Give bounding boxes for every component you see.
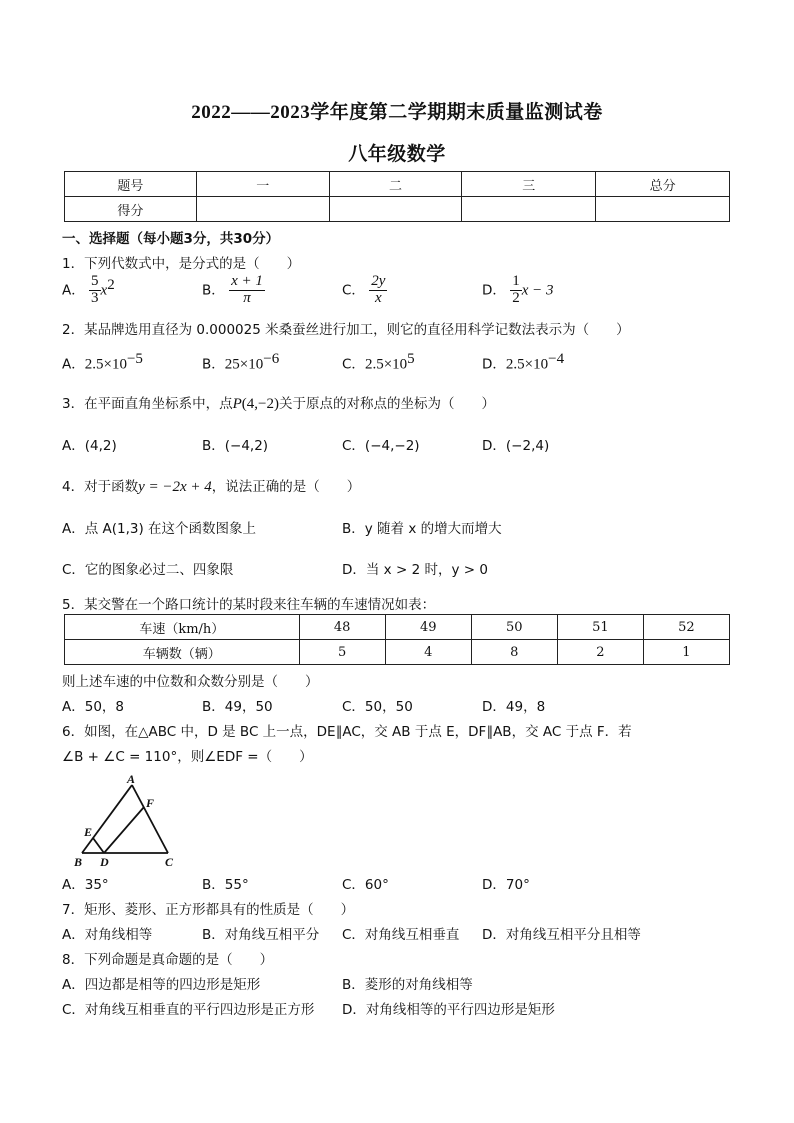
q4-option-d[interactable]: D．当 x > 2 时，y > 0 — [342, 562, 488, 578]
table-row — [65, 197, 730, 222]
q4-option-a[interactable]: A．点 A(1,3) 在这个函数图象上 — [62, 521, 257, 537]
score-entry-cell[interactable] — [596, 197, 730, 222]
table-cell: 三 — [462, 172, 596, 197]
exponent: 5 — [407, 351, 415, 367]
q1-option-c[interactable] — [342, 274, 387, 307]
option-label: A． — [62, 356, 85, 373]
q8-option-c[interactable]: C．对角线互相垂直的平行四边形是正方形 — [62, 1002, 315, 1018]
stem-text: 4．对于函数 — [62, 479, 139, 495]
q2-option-d[interactable] — [482, 351, 564, 374]
q7-option-b[interactable]: B．对角线互相平分 — [202, 927, 320, 943]
option-label: D． — [482, 282, 506, 299]
q2-stem: 2．某品牌选用直径为 0.000025 米桑蚕丝进行加工，则它的直径用科学记数法表示为（ ） — [62, 322, 630, 338]
q2-option-b[interactable] — [202, 351, 279, 374]
q6-option-b[interactable]: B．55° — [202, 877, 249, 893]
table-cell: 2 — [557, 640, 643, 665]
point-coordinate: (4,−2) — [241, 396, 279, 412]
q6-option-d[interactable]: D．70° — [482, 877, 530, 893]
table-row — [65, 640, 730, 665]
fraction-numerator: 2y — [371, 273, 386, 289]
segment-de — [93, 838, 104, 853]
vertex-label-c: C — [165, 855, 174, 867]
exponent: 2 — [107, 276, 115, 293]
q6-option-a[interactable]: A．35° — [62, 877, 109, 893]
table-cell: 总分 — [596, 172, 730, 197]
q4-option-c[interactable]: C．它的图象必过二、四象限 — [62, 562, 234, 578]
table-cell: 49 — [385, 615, 471, 640]
table-cell: 二 — [329, 172, 462, 197]
vertex-label-a: A — [127, 775, 136, 786]
table-cell: 得分 — [65, 197, 197, 222]
point-label-e: E — [84, 825, 93, 839]
table-cell: 48 — [299, 615, 385, 640]
option-label: B． — [202, 356, 225, 373]
q3-option-d[interactable]: D．(−2,4) — [482, 438, 550, 454]
point-name: P — [232, 396, 242, 412]
option-label: B． — [202, 282, 225, 299]
q8-option-a[interactable]: A．四边都是相等的四边形是矩形 — [62, 977, 261, 993]
q6-option-c[interactable]: C．60° — [342, 877, 389, 893]
table-row — [65, 615, 730, 640]
q5-option-c[interactable]: C．50，50 — [342, 699, 413, 715]
q3-stem — [62, 392, 495, 413]
q8-option-d[interactable]: D．对角线相等的平行四边形是矩形 — [342, 1002, 555, 1018]
fraction-numerator: 1 — [512, 273, 520, 289]
q3-option-b[interactable]: B．(−4,2) — [202, 438, 269, 454]
point-label-d: D — [100, 855, 109, 867]
option-value: 2.5×10 — [364, 356, 408, 373]
fraction-denominator: 2 — [512, 289, 520, 306]
table-cell: 50 — [471, 615, 557, 640]
table-cell: 52 — [643, 615, 729, 640]
q5-question: 则上述车速的中位数和众数分别是（ ） — [62, 674, 319, 690]
q7-option-a[interactable]: A．对角线相等 — [62, 927, 153, 943]
fraction-numerator: 5 — [91, 273, 99, 289]
triangle-figure — [72, 775, 192, 867]
stem-text: 3．在平面直角坐标系中，点 — [62, 396, 233, 412]
table-cell: 1 — [643, 640, 729, 665]
option-value: 2.5×10 — [505, 356, 549, 373]
q1-option-d[interactable] — [482, 274, 553, 307]
q3-option-a[interactable]: A．(4,2) — [62, 438, 117, 454]
variable: x — [100, 282, 108, 299]
exponent: −6 — [263, 351, 280, 367]
q7-stem: 7．矩形、菱形、正方形都具有的性质是（ ） — [62, 902, 355, 918]
q1-stem: 1．下列代数式中，是分式的是（ ） — [62, 256, 301, 272]
q8-stem: 8．下列命题是真命题的是（ ） — [62, 952, 274, 968]
table-cell: 4 — [385, 640, 471, 665]
option-label: C． — [342, 356, 365, 373]
option-label: D． — [482, 356, 506, 373]
q7-option-d[interactable]: D．对角线互相平分且相等 — [482, 927, 641, 943]
score-entry-cell[interactable] — [462, 197, 596, 222]
table-row — [65, 172, 730, 197]
q1-option-b[interactable] — [202, 274, 265, 307]
q7-option-c[interactable]: C．对角线互相垂直 — [342, 927, 460, 943]
fraction-denominator: x — [374, 289, 382, 306]
q5-option-b[interactable]: B．49，50 — [202, 699, 273, 715]
option-value: 25×10 — [224, 356, 264, 373]
stem-text: ，说法正确的是（ ） — [211, 479, 361, 495]
exam-subtitle: 八年级数学 — [348, 144, 446, 165]
table-cell: 一 — [196, 172, 329, 197]
q2-option-a[interactable] — [62, 351, 143, 374]
q5-stem: 5．某交警在一个路口统计的某时段来往车辆的车速情况如表： — [62, 597, 436, 613]
table-cell: 5 — [299, 640, 385, 665]
score-entry-cell[interactable] — [196, 197, 329, 222]
q4-option-b[interactable]: B．y 随着 x 的增大而增大 — [342, 521, 502, 537]
q1-option-a[interactable] — [62, 274, 115, 307]
side-ab — [82, 785, 132, 853]
q6-stem-line2: ∠B + ∠C = 110°，则∠EDF =（ ） — [62, 749, 313, 765]
q5-option-d[interactable]: D．49，8 — [482, 699, 546, 715]
table-cell: 题号 — [65, 172, 197, 197]
score-entry-cell[interactable] — [329, 197, 462, 222]
exponent: −4 — [548, 351, 565, 367]
score-table — [64, 171, 730, 222]
section-heading: 一、选择题（每小题3分，共30分） — [62, 231, 280, 247]
q2-option-c[interactable] — [342, 351, 415, 374]
option-label: C． — [342, 282, 365, 299]
point-label-f: F — [146, 796, 155, 810]
q3-option-c[interactable]: C．(−4,−2) — [342, 438, 420, 454]
fraction-numerator: x + 1 — [231, 273, 263, 289]
q8-option-b[interactable]: B．菱形的对角线相等 — [342, 977, 473, 993]
exam-title: 2022——2023学年度第二学期期末质量监测试卷 — [191, 102, 603, 123]
expression: x − 3 — [521, 282, 554, 299]
table-cell: 车速（km/h） — [65, 615, 300, 640]
table-cell: 51 — [557, 615, 643, 640]
option-value: 2.5×10 — [84, 356, 127, 373]
vertex-label-b: B — [74, 855, 83, 867]
fraction-denominator: 3 — [91, 289, 99, 306]
option-label: A． — [62, 282, 85, 299]
fraction-denominator: π — [243, 289, 251, 306]
q6-stem-line1: 6．如图，在△ABC 中，D 是 BC 上一点，DE∥AC，交 AB 于点 E，DF∥AB，交 AC 于点 F．若 — [62, 724, 632, 740]
q4-stem — [62, 475, 360, 496]
table-cell: 车辆数（辆） — [65, 640, 300, 665]
table-cell: 8 — [471, 640, 557, 665]
stem-text: 关于原点的对称点的坐标为（ ） — [278, 396, 495, 412]
q5-option-a[interactable]: A．50，8 — [62, 699, 125, 715]
exponent: −5 — [126, 351, 143, 367]
function-expression: y = −2x + 4 — [138, 479, 212, 495]
speed-table — [64, 614, 730, 665]
